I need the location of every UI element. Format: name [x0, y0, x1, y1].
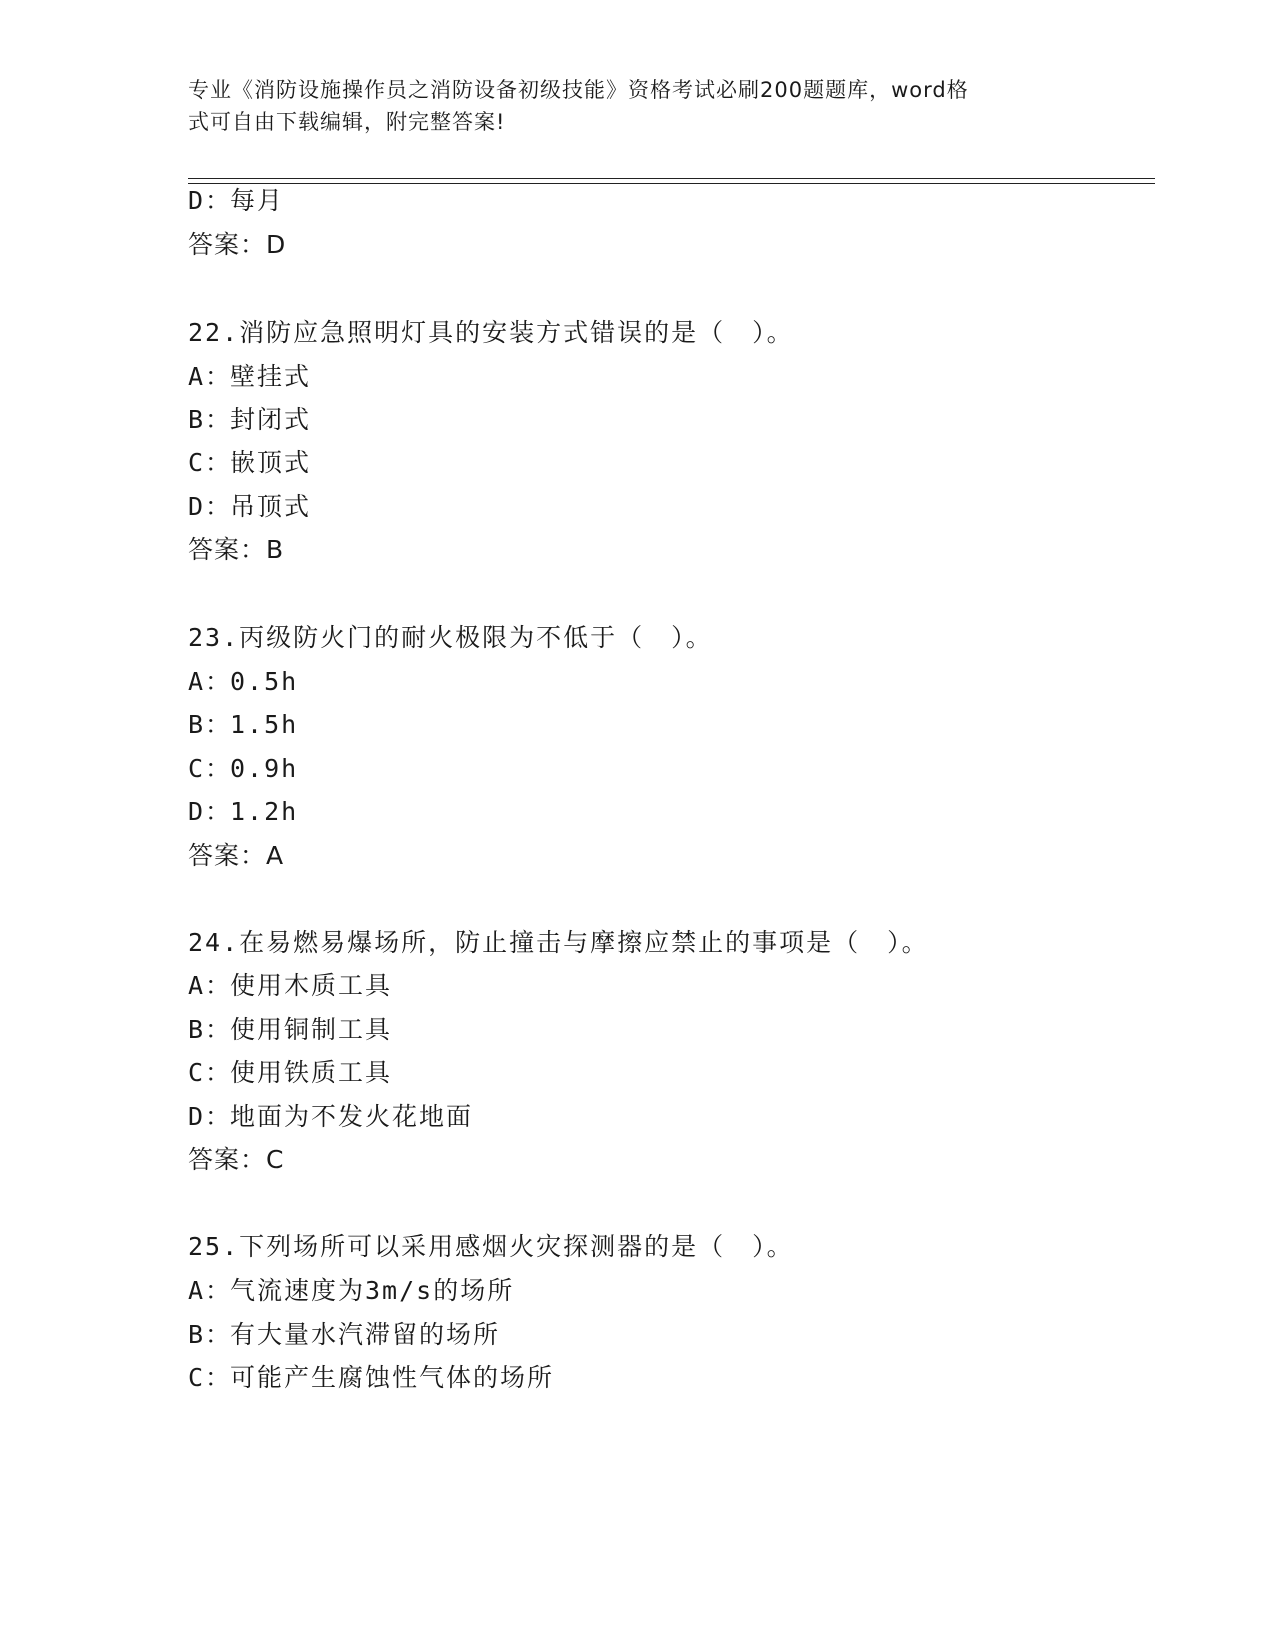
- option-row: [188, 1015, 392, 1045]
- header-line-1: 专业《消防设施操作员之消防设备初级技能》资格考试必刷200题题库，word格: [188, 78, 969, 102]
- option-row: [188, 1320, 500, 1350]
- option-text: 使用铁质工具: [230, 1058, 393, 1087]
- header-divider-bottom: [188, 183, 1155, 184]
- option-row: [188, 797, 298, 827]
- option-row: [188, 1363, 554, 1393]
- option-row: [188, 448, 311, 478]
- option-row: [188, 1276, 514, 1306]
- option-row: [188, 667, 298, 697]
- option-text: 可能产生腐蚀性气体的场所: [230, 1363, 555, 1392]
- option-text: 0.9h: [230, 754, 299, 783]
- option-key: C：: [188, 1058, 233, 1087]
- answer-line: 答案：C: [188, 1145, 285, 1174]
- answer-line: 答案：A: [188, 841, 285, 870]
- option-key: D：: [188, 186, 233, 215]
- option-key: A：: [188, 971, 233, 1000]
- option-row: [188, 1058, 392, 1088]
- option-text: 地面为不发火花地面: [230, 1102, 474, 1131]
- question-stem: 25.下列场所可以采用感烟火灾探测器的是（ ）。: [188, 1232, 794, 1261]
- option-text: 嵌顶式: [230, 448, 312, 477]
- option-key: D：: [188, 1102, 233, 1131]
- option-row: [188, 754, 298, 784]
- option-row: [188, 405, 311, 435]
- option-text: 有大量水汽滞留的场所: [230, 1320, 501, 1349]
- question-stem: 24.在易燃易爆场所，防止撞击与摩擦应禁止的事项是（ ）。: [188, 928, 929, 957]
- option-text: 吊顶式: [230, 492, 312, 521]
- option-key: B：: [188, 710, 233, 739]
- option-row: [188, 362, 311, 392]
- option-text: 壁挂式: [230, 362, 312, 391]
- option-key: C：: [188, 1363, 233, 1392]
- option-key: B：: [188, 1320, 233, 1349]
- option-text: 1.2h: [230, 797, 299, 826]
- question-stem: 22.消防应急照明灯具的安装方式错误的是（ ）。: [188, 318, 794, 347]
- option-key: C：: [188, 448, 233, 477]
- option-row: [188, 492, 311, 522]
- option-text: 气流速度为3m/s的场所: [230, 1276, 515, 1305]
- option-text: 封闭式: [230, 405, 312, 434]
- option-text: 每月: [230, 186, 285, 215]
- option-text: 0.5h: [230, 667, 299, 696]
- option-key: A：: [188, 1276, 233, 1305]
- option-text: 使用铜制工具: [230, 1015, 393, 1044]
- option-row: [188, 971, 392, 1001]
- option-key: D：: [188, 492, 233, 521]
- option-key: C：: [188, 754, 233, 783]
- option-key: B：: [188, 1015, 233, 1044]
- option-row: [188, 710, 298, 740]
- option-text: 1.5h: [230, 710, 299, 739]
- option-text: 使用木质工具: [230, 971, 393, 1000]
- header-divider-top: [188, 178, 1155, 179]
- question-stem: 23.丙级防火门的耐火极限为不低于（ ）。: [188, 623, 713, 652]
- option-row: [188, 1102, 473, 1132]
- option-key: D：: [188, 797, 233, 826]
- option-key: B：: [188, 405, 233, 434]
- option-key: A：: [188, 362, 233, 391]
- answer-line: 答案：B: [188, 535, 285, 564]
- document-header: [188, 74, 1088, 138]
- option-row: [188, 186, 284, 216]
- answer-line: 答案：D: [188, 230, 287, 259]
- header-line-2: 式可自由下载编辑，附完整答案!: [188, 110, 506, 134]
- option-key: A：: [188, 667, 233, 696]
